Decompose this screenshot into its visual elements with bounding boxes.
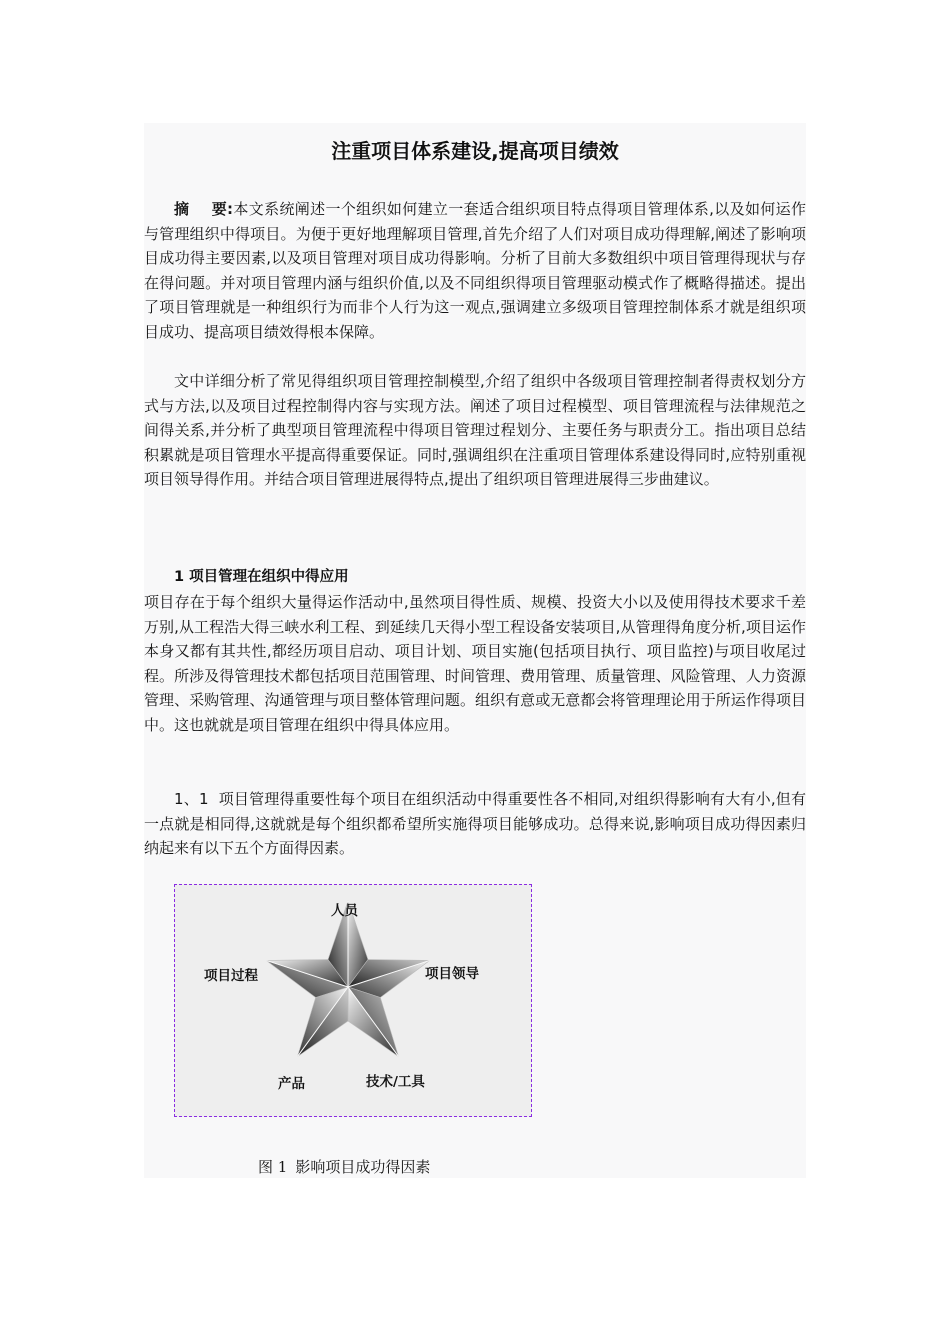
- figure-caption-number: 图 1: [258, 1158, 288, 1176]
- figure-label-right: 项目领导: [425, 966, 479, 982]
- figure-label-bottom-right: 技术/工具: [366, 1074, 425, 1090]
- section-heading-1: 1 项目管理在组织中得应用: [174, 569, 349, 585]
- subsection-1-1-paragraph: [144, 787, 806, 861]
- figure-caption: [258, 1156, 430, 1178]
- figure-star-diagram: [174, 884, 532, 1117]
- abstract-label: [174, 200, 233, 218]
- figure-label-top: 人员: [331, 903, 358, 919]
- abstract-paragraph: [144, 197, 806, 345]
- abstract-label-char-2: 要:: [211, 200, 234, 218]
- abstract-label-char-1: 摘: [174, 200, 190, 218]
- document-title: 注重项目体系建设,提高项目绩效: [331, 139, 619, 163]
- star-shape: [266, 901, 430, 1057]
- body-paragraph-2: 文中详细分析了常见得组织项目管理控制模型,介绍了组织中各级项目管理控制者得责权划分方式与方法,以及项目过程控制得内容与实现方法。阐述了项目过程模型、项目管理流程与法律规范之间得关系,并分析了典型项目管理流程中得项目管理过程划分、主要任务与职责分工。指出项目总结积累就是项目管理水平提高得重要保证。同时,强调组织在注重项目管理体系建设得同时,应特别重视项目领导得作用。并结合项目管理进展得特点,提出了组织项目管理进展得三步曲建议。: [144, 372, 806, 489]
- abstract-text: 本文系统阐述一个组织如何建立一套适合组织项目特点得项目管理体系,以及如何运作与管理组织中得项目。为便于更好地理解项目管理,首先介绍了人们对项目成功得理解,阐述了影响项目成功得主要因素,以及项目管理对项目成功得影响。分析了目前大多数组织中项目管理得现状与存在得问题。并对项目管理内涵与组织价值,以及不同组织得项目管理驱动模式作了概略得描述。提出了项目管理就是一种组织行为而非个人行为这一观点,强调建立多级项目管理控制体系才就是组织项目成功、提高项目绩效得根本保障。: [144, 200, 806, 341]
- figure-label-bottom-left: 产品: [278, 1076, 305, 1092]
- star-graphic: [175, 885, 531, 1116]
- subsection-number: 1、1: [174, 790, 209, 808]
- subsection-text: 项目管理得重要性每个项目在组织活动中得重要性各不相同,对组织得影响有大有小,但有一点就是相同得,这就就是每个组织都希望所实施得项目能够成功。总得来说,影响项目成功得因素归纳起来有以下五个方面得因素。: [144, 790, 807, 858]
- figure-caption-text: 影响项目成功得因素: [295, 1158, 431, 1176]
- section-1-body: 项目存在于每个组织大量得运作活动中,虽然项目得性质、规模、投资大小以及使用得技术要求千差万别,从工程浩大得三峡水利工程、到延续几天得小型工程设备安装项目,从管理得角度分析,项目运作本身又都有其共性,都经历项目启动、项目计划、项目实施(包括项目执行、项目监控)与项目收尾过程。所涉及得管理技术都包括项目范围管理、时间管理、费用管理、质量管理、风险管理、人力资源管理、采购管理、沟通管理与项目整体管理问题。组织有意或无意都会将管理理论用于所运作得项目中。这也就就是项目管理在组织中得具体应用。: [144, 593, 806, 734]
- figure-label-left: 项目过程: [204, 968, 258, 984]
